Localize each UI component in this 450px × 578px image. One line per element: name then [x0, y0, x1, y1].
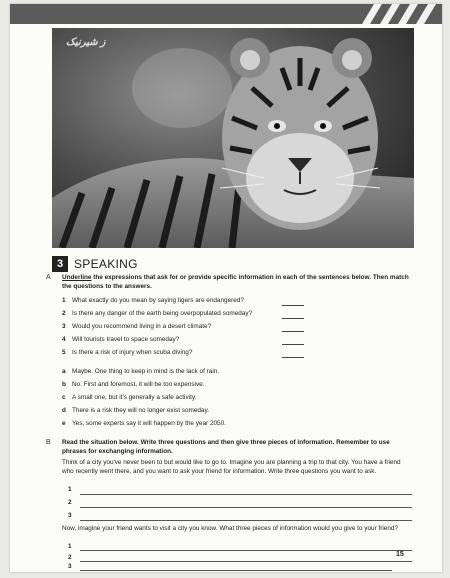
answer-text: There is a risk they will no longer exist someday. — [72, 407, 209, 414]
question-text: Is there a risk of injury when scuba diving? — [72, 349, 193, 356]
tiger-image — [52, 28, 414, 248]
question-item — [62, 309, 252, 318]
writing-line[interactable] — [80, 507, 412, 508]
answer-item — [62, 419, 226, 428]
line-number: 1 — [68, 543, 72, 550]
answer-item — [62, 367, 219, 376]
section-title: SPEAKING — [74, 257, 138, 271]
answer-text: A small one, but it's generally a safe activity. — [72, 394, 197, 401]
answer-blank[interactable] — [282, 305, 304, 306]
part-b-letter: B — [46, 439, 51, 446]
answer-blank[interactable] — [282, 331, 304, 332]
question-text: Would you recommend living in a desert climate? — [72, 323, 212, 330]
writing-line[interactable] — [80, 561, 412, 562]
line-number: 2 — [68, 499, 72, 506]
underline-word: Underline — [62, 274, 92, 281]
answer-text: Yes, some experts say it will happen by the year 2050. — [72, 420, 226, 427]
question-number: 4 — [62, 336, 66, 343]
part-b-instruction: Read the situation below. Write three questions and then give three pieces of information. Remember to use phrases for exchanging information. — [62, 439, 390, 455]
answer-item — [62, 393, 196, 402]
section-number: 3 — [52, 256, 68, 272]
part-a-instruction — [62, 273, 412, 291]
answer-item — [62, 406, 209, 415]
question-text: What exactly do you mean by saying tigers are endangered? — [72, 297, 244, 304]
part-b-followup: Now, imagine your friend wants to visit a city you know. What three pieces of information would you give to your friend? — [62, 525, 399, 532]
page-number: 15 — [396, 551, 404, 558]
writing-line[interactable] — [80, 550, 412, 551]
question-number: 1 — [62, 297, 66, 304]
line-number: 3 — [68, 563, 72, 570]
answer-text: Maybe. One thing to keep in mind is the lack of rain. — [72, 368, 220, 375]
answer-blank[interactable] — [282, 357, 304, 358]
part-b-situation: Think of a city you've never been to but would like to go to. Imagine you are planning a trip to that city. You have a friend who recently went there, and you want to ask your friend for information. Write three questions you want to ask. — [62, 459, 401, 475]
answer-letter: c — [62, 394, 66, 401]
writing-line[interactable] — [80, 494, 412, 495]
line-number: 1 — [68, 486, 72, 493]
question-number: 5 — [62, 349, 66, 356]
writing-line[interactable] — [80, 520, 412, 521]
header-stripes — [302, 4, 442, 24]
question-item — [62, 296, 244, 305]
writing-line[interactable] — [80, 570, 392, 571]
watermark: ز شیرنیک — [66, 37, 106, 48]
question-item — [62, 335, 179, 344]
answer-letter: a — [62, 368, 66, 375]
header-bar — [10, 4, 442, 24]
question-number: 3 — [62, 323, 66, 330]
answer-letter: b — [62, 381, 66, 388]
line-number: 3 — [68, 512, 72, 519]
answer-blank[interactable] — [282, 344, 304, 345]
question-text: Is there any danger of the earth being overpopulated someday? — [72, 310, 253, 317]
part-a-letter: A — [46, 274, 51, 281]
question-item — [62, 322, 211, 331]
answer-letter: d — [62, 407, 66, 414]
answer-letter: e — [62, 420, 66, 427]
question-item — [62, 348, 192, 357]
answer-text: No. First and foremost, it will be too expensive. — [72, 381, 205, 388]
line-number: 2 — [68, 554, 72, 561]
question-number: 2 — [62, 310, 66, 317]
instruction-text: the expressions that ask for or provide specific information in each of the sentences below. Then match the questions to the answers. — [62, 274, 409, 290]
answer-item — [62, 380, 204, 389]
answer-blank[interactable] — [282, 318, 304, 319]
question-text: Will tourists travel to space someday? — [72, 336, 180, 343]
tiger-photo — [52, 28, 414, 248]
workbook-page — [10, 4, 442, 572]
